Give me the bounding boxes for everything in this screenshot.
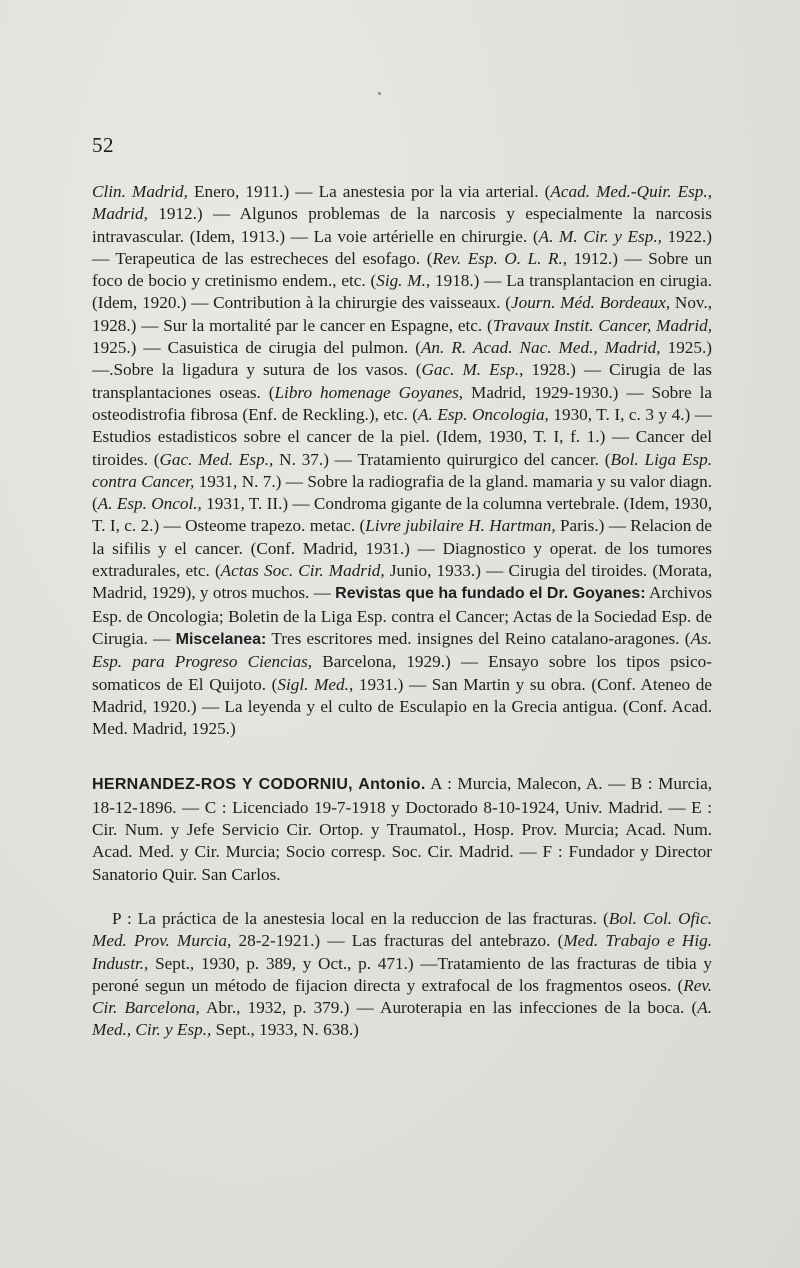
author-entry-paragraph [92,773,712,885]
text-run: 1931, T. II.) — Condroma gigante de la columna vertebrale. (Idem, 1930, T. I, c. 2.) — Osteome trapezo. metac. ( [92,494,712,536]
page-number: 52 [92,133,114,157]
text-run: 1925.) — Casuistica de cirugia del pulmon. ( [92,338,421,358]
text-run: Rev. Esp. O. L. R., [432,248,568,268]
text-run: 1912.) — Sobre un foco de bocio y cretinismo endem., etc. ( [92,248,712,291]
text-run: Sig. M., [376,271,431,291]
text-run: N. 37.) — Tratamiento quirurgico del cancer. ( [273,449,611,469]
text-run: A. Esp. Oncol., [97,494,202,514]
text-run: Actas Soc. Cir. Madrid, [220,561,385,581]
text-run: Libro homenage Goyanes, [274,382,464,402]
bibliography-paragraph [92,181,712,740]
text-run: 1931.) — San Martin y su obra. (Conf. Ateneo de Madrid, 1920.) — La leyenda y el culto de Esculapio en la Grecia antigua. (Conf. Acad. Med. Madrid, 1925.) [92,674,712,739]
text-run: Junio, 1933.) — Cirugia del tiroides. (Morata, Madrid, 1929), y otros muchos. — [92,561,712,603]
text-run: Clin. Madrid, [92,182,188,201]
text-run: Enero, 1911.) — La anestesia por la via arterial. ( [187,182,551,201]
text-run: 1930, T. I, c. 3 y 4.) — Estudios estadisticos sobre el cancer de la piel. (Idem, 1930, T. I, f. 1.) — Cancer del tiroides. ( [92,404,712,469]
text-run: Journ. Méd. Bordeaux, [510,293,671,313]
text-run: Tres escritores med. insignes del Reino catalano-aragones. ( [266,628,691,648]
text-run: A. Esp. Oncologia, [418,404,549,424]
text-run: Madrid, 1929-1930.) — Sobre la osteodistrofia fibrosa (Enf. de Reckling.), etc. ( [92,382,712,424]
text-run: A. M. Cir. y Esp., [538,226,662,246]
text-run: 28-2-1921.) — Las fracturas del antebrazo. ( [231,931,564,951]
text-run: Livre jubilaire H. Hartman, [365,516,556,536]
text-run: Miscelanea: [175,630,267,648]
text-run: Acad. Med.-Quir. Esp., Madrid, [92,182,712,224]
text-run: 1922.) — Terapeutica de las estrecheces del esofago. ( [92,226,712,268]
text-run: As. Esp. para Progreso Ciencias, [92,628,712,672]
paper-speck [378,92,381,95]
text-run: Gac. Med. Esp., [159,449,274,469]
text-run: Abr., 1932, p. 379.) — Auroterapia en las infecciones de la boca. ( [199,998,698,1018]
text-run: Sept., 1933, N. 638.) [211,1020,359,1040]
publications-paragraph [92,908,712,1042]
text-run: Nov., 1928.) — Sur la mortalité par le cancer en Espagne, etc. ( [92,293,713,335]
text-run: 1931, N. 7.) — Sobre la radiografia de la gland. mamaria y su valor diagn. ( [92,471,712,514]
text-run: Barcelona, 1929.) — Ensayo sobre los tipos psico-somaticos de El Quijoto. ( [92,652,712,694]
text-run: An. R. Acad. Nac. Med., Madrid, [420,338,661,358]
text-run: A. Med., Cir. y Esp., [92,998,712,1040]
text-run: Bol. Col. Ofic. Med. Prov. Murcia, [92,908,713,951]
text-run: Revistas que ha fundado el Dr. Goyanes: [335,585,646,603]
text-run: Sigl. Med., [277,674,354,694]
text-run: A : Murcia, Malecon, A. — B : Murcia, 18-12-1896. — C : Licenciado 19-7-1918 y Doctorado 8-10-1924, Univ. Madrid. — E : Cir. Num. y Jefe Servicio Cir. Ortop. y Traumatol., Hosp. Prov. Murcia; Acad. Num. Acad. Med. y Cir. Murcia; Socio corresp. Soc. Cir. Madrid. — F : Fundador y Director Sanatorio Quir. San Carlos. [92,774,713,884]
text-run: 1912.) — Algunos problemas de la narcosis y especialmente la narcosis intravascular. (Idem, 1913.) — La voie artérielle en chirurgie. ( [92,204,712,246]
text-run: Gac. M. Esp., [421,360,524,380]
text-run: Archivos Esp. de Oncologia; Boletin de la Liga Esp. contra el Cancer; Actas de la Sociedad Esp. de Cirugia. — [92,583,713,648]
text-run: P : La práctica de la anestesia local en la reduccion de las fracturas. ( [112,908,609,928]
text-run: Bol. Liga Esp. contra Cancer, [92,449,712,491]
text-run: Paris.) — Relacion de la sifilis y el cancer. (Conf. Madrid, 1931.) — Diagnostico y operat. de los tumores extradurales, etc. ( [92,516,712,581]
text-run: Rev. Cir. Barcelona, [92,975,712,1018]
text-run: Med. Trabajo e Hig. Industr., [92,931,712,973]
text-run: 1925.) —.Sobre la ligadura y sutura de los vasos. ( [92,338,712,380]
text-run: Sept., 1930, p. 389, y Oct., p. 471.) —Tratamiento de las fracturas de tibia y peroné segun un método de fijacion directa y extrafocal de los fragmentos oseos. ( [92,953,712,995]
text-run: HERNANDEZ-ROS Y CODORNIU, Antonio. [92,776,426,794]
text-run: 1928.) — Cirugia de las transplantaciones oseas. ( [92,360,712,402]
text-run: Travaux Instit. Cancer, Madrid, [492,315,712,335]
text-run: 1918.) — La transplantacion en cirugia. (Idem, 1920.) — Contribution à la chirurgie des vaisseaux. ( [92,271,712,313]
page-body [92,181,712,1042]
